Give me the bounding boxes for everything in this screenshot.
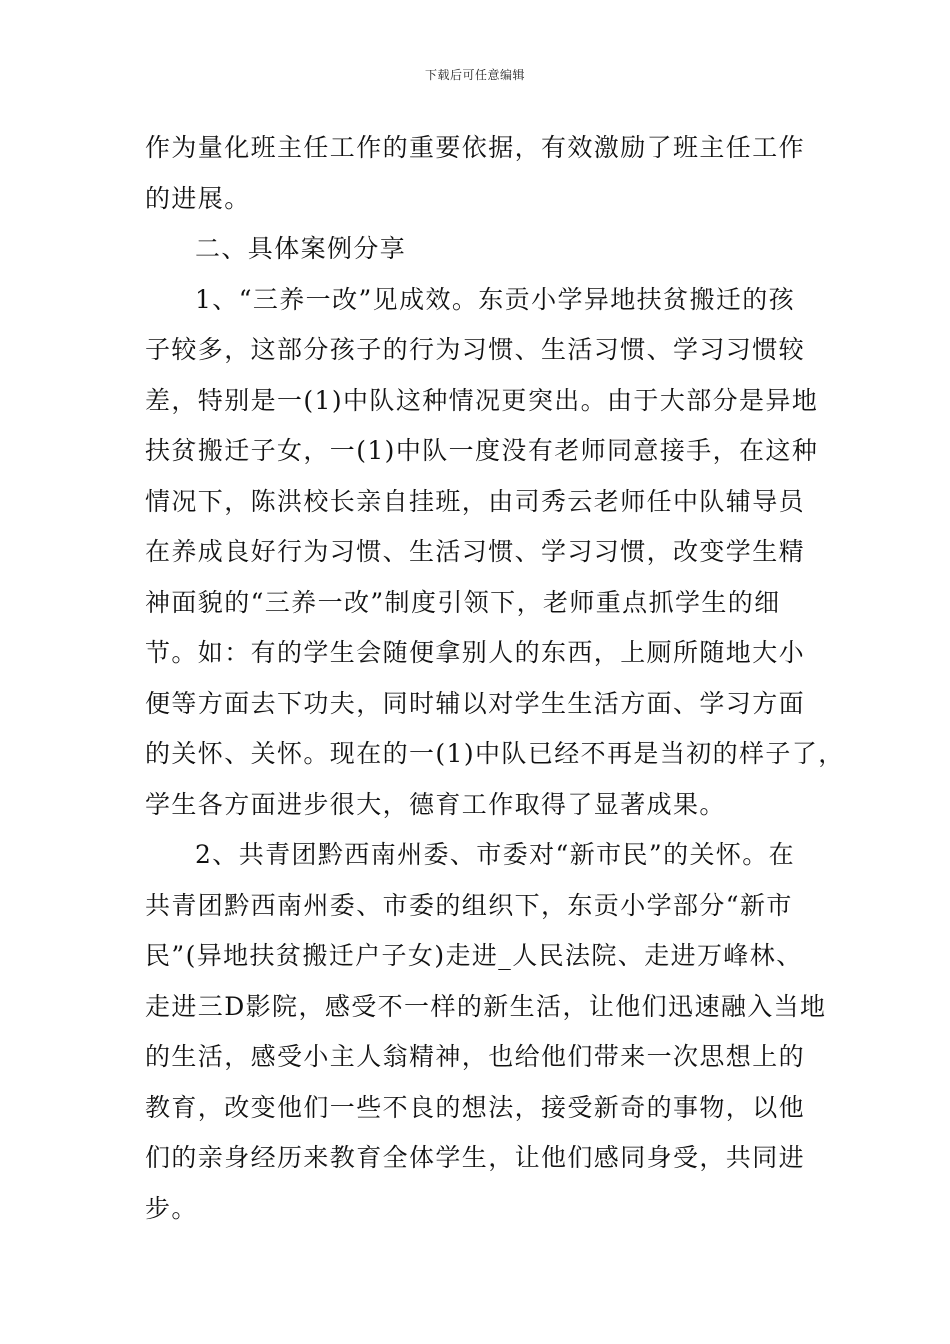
- text-line: 作为量化班主任工作的重要依据，有效激励了班主任工作: [145, 133, 806, 162]
- text-line: 的生活，感受小主人翁精神，也给他们带来一次思想上的: [145, 1042, 806, 1071]
- page-header: 下载后可任意编辑: [424, 68, 525, 82]
- document-body: [145, 123, 845, 1234]
- text-line: 子较多，这部分孩子的行为习惯、生活习惯、学习习惯较: [145, 335, 806, 364]
- text-line: 的关怀、关怀。现在的一(1)中队已经不再是当初的样子了，: [145, 739, 845, 768]
- section-heading: 二、具体案例分享: [195, 234, 407, 263]
- text-line: 步。: [145, 1193, 198, 1223]
- text-line: 的进展。: [145, 183, 251, 213]
- text-line: 节。如：有的学生会随便拿别人的东西，上厕所随地大小: [145, 638, 806, 667]
- text-line: 走进三D影院，感受不一样的新生活，让他们迅速融入当地: [145, 991, 827, 1021]
- text-line: 教育，改变他们一些不良的想法，接受新奇的事物，以他: [145, 1092, 806, 1122]
- text-line: 在养成良好行为习惯、生活习惯、学习习惯，改变学生精: [145, 537, 806, 566]
- text-line: 情况下，陈洪校长亲自挂班，由司秀云老师任中队辅导员: [145, 486, 806, 516]
- text-line: 差，特别是一(1)中队这种情况更突出。由于大部分是异地: [145, 385, 819, 415]
- text-line: 们的亲身经历来教育全体学生，让他们感同身受，共同进: [145, 1143, 806, 1172]
- text-line: 共青团黔西南州委、市委的组织下，东贡小学部分“新市: [145, 890, 793, 920]
- text-line: 便等方面去下功夫，同时辅以对学生生活方面、学习方面: [145, 688, 806, 718]
- text-line: 扶贫搬迁子女，一(1)中队一度没有老师同意接手，在这种: [145, 436, 819, 465]
- text-line: 学生各方面进步很大，德育工作取得了显著成果。: [145, 789, 726, 819]
- text-line: 1、“三养一改”见成效。东贡小学异地扶贫搬迁的孩: [195, 284, 796, 314]
- text-line: 民”(异地扶贫搬迁户子女)走进_人民法院、走进万峰林、: [145, 941, 803, 970]
- text-line: 神面貌的“三养一改”制度引领下，老师重点抓学生的细: [145, 587, 781, 617]
- text-line: 2、共青团黔西南州委、市委对“新市民”的关怀。在: [195, 840, 796, 869]
